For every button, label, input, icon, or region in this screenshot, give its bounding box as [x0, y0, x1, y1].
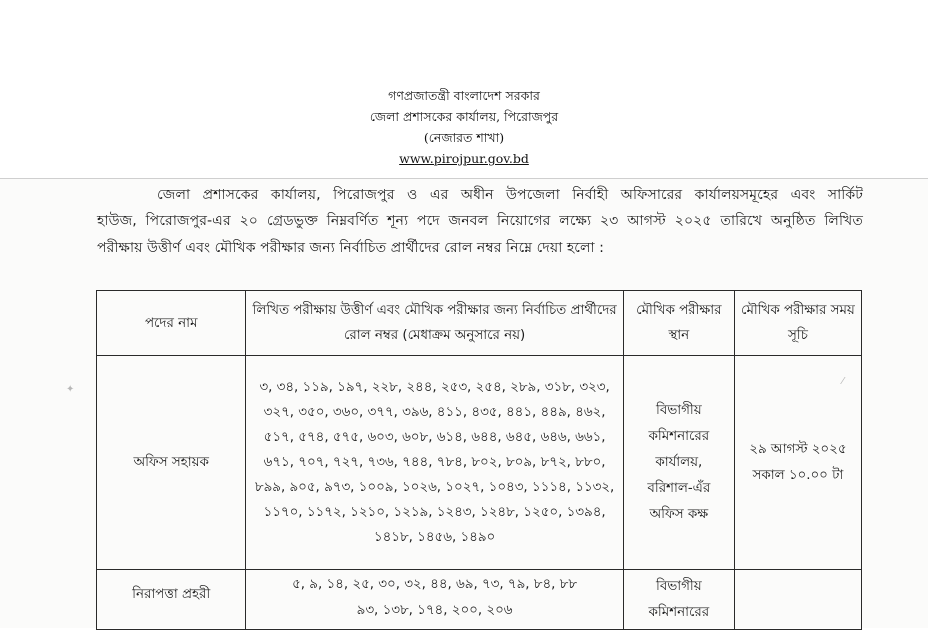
intro-line-2: হাউজ, পিরোজপুর-এর ২০ গ্রেডভুক্ত নিম্নবর্ণিত শূন্য পদে জনবল নিয়োগের লক্ষ্যে ২৩ আগস্ট ২০২৫ তারিখে অনুষ্ঠিত লিখিত	[97, 213, 863, 229]
post-name: নিরাপত্তা প্রহরী	[97, 570, 246, 630]
table-header-row	[97, 291, 862, 356]
header-schedule: মৌখিক পরীক্ষার সময় সূচি	[734, 291, 861, 356]
exam-venue: বিভাগীয় কমিশনারের	[623, 570, 734, 630]
exam-venue: বিভাগীয় কমিশনারের কার্যালয়, বরিশাল-এঁর অফিস কক্ষ	[623, 356, 734, 570]
table-row	[97, 356, 862, 570]
exam-schedule: ২৯ আগস্ট ২০২৫ সকাল ১০.০০ টা	[734, 356, 861, 570]
header-rolls: লিখিত পরীক্ষায় উত্তীর্ণ এবং মৌখিক পরীক্ষার জন্য নির্বাচিত প্রার্থীদের রোল নম্বর (মেধাক্রম অনুসারে নয়)	[246, 291, 623, 356]
header-venue: মৌখিক পরীক্ষার স্থান	[623, 291, 734, 356]
letterhead	[0, 0, 928, 179]
roll-numbers: ৫, ৯, ১৪, ২৫, ৩০, ৩২, ৪৪, ৬৯, ৭৩, ৭৯, ৮৪, ৮৮ ৯৩, ১৩৮, ১৭৪, ২০০, ২০৬	[246, 570, 623, 630]
office-title: জেলা প্রশাসকের কার্যালয়, পিরোজপুর	[369, 109, 559, 124]
exam-schedule	[734, 570, 861, 630]
government-title: গণপ্রজাতন্ত্রী বাংলাদেশ সরকার	[388, 88, 540, 103]
intro-line-1: জেলা প্রশাসকের কার্যালয়, পিরোজপুর ও এর অধীন উপজেলা নির্বাহী অফিসারের কার্যালয়সমূহের এবং সার্কিট	[157, 187, 863, 203]
roll-number-table	[96, 290, 862, 630]
roll-numbers: ৩, ৩৪, ১১৯, ১৯৭, ২২৮, ২৪৪, ২৫৩, ২৫৪, ২৮৯, ৩১৮, ৩২৩, ৩২৭, ৩৫০, ৩৬০, ৩৭৭, ৩৯৬, ৪১১, ৪৩৫, ৪৪১, ৪৪৯, ৪৬২, ৫১৭, ৫৭৪, ৫৭৫, ৬০৩, ৬০৮, ৬১৪, ৬৪৪, ৬৪৫, ৬৪৬, ৬৬১, ৬৭১, ৭০৭, ৭২৭, ৭৩৬, ৭৪৪, ৭৮৪, ৮০২, ৮০৯, ৮৭২, ৮৮০, ৮৯৯, ৯০৫, ৯৭৩, ১০০৯, ১০২৬, ১০২৭, ১০৪৩, ১১১৪, ১১৩২, ১১৭০, ১১৭২, ১২১০, ১২১৯, ১২৪৩, ১২৪৮, ১২৫০, ১৩৯৪, ১৪১৮, ১৪৫৬, ১৪৯০	[246, 356, 623, 570]
intro-line-3: পরীক্ষায় উত্তীর্ণ এবং মৌখিক পরীক্ষার জন্য নির্বাচিত প্রার্থীদের রোল নম্বর নিম্নে দেয়া হলো :	[97, 240, 604, 256]
table-row	[97, 570, 862, 630]
scan-speck-icon: ✦	[66, 384, 75, 395]
post-name: অফিস সহায়ক	[97, 356, 246, 570]
section-title: (নেজারত শাখা)	[423, 130, 505, 145]
scan-speck-icon: ⁄	[842, 376, 844, 387]
website-link[interactable]: www.pirojpur.gov.bd	[399, 151, 529, 166]
header-post: পদের নাম	[97, 291, 246, 356]
